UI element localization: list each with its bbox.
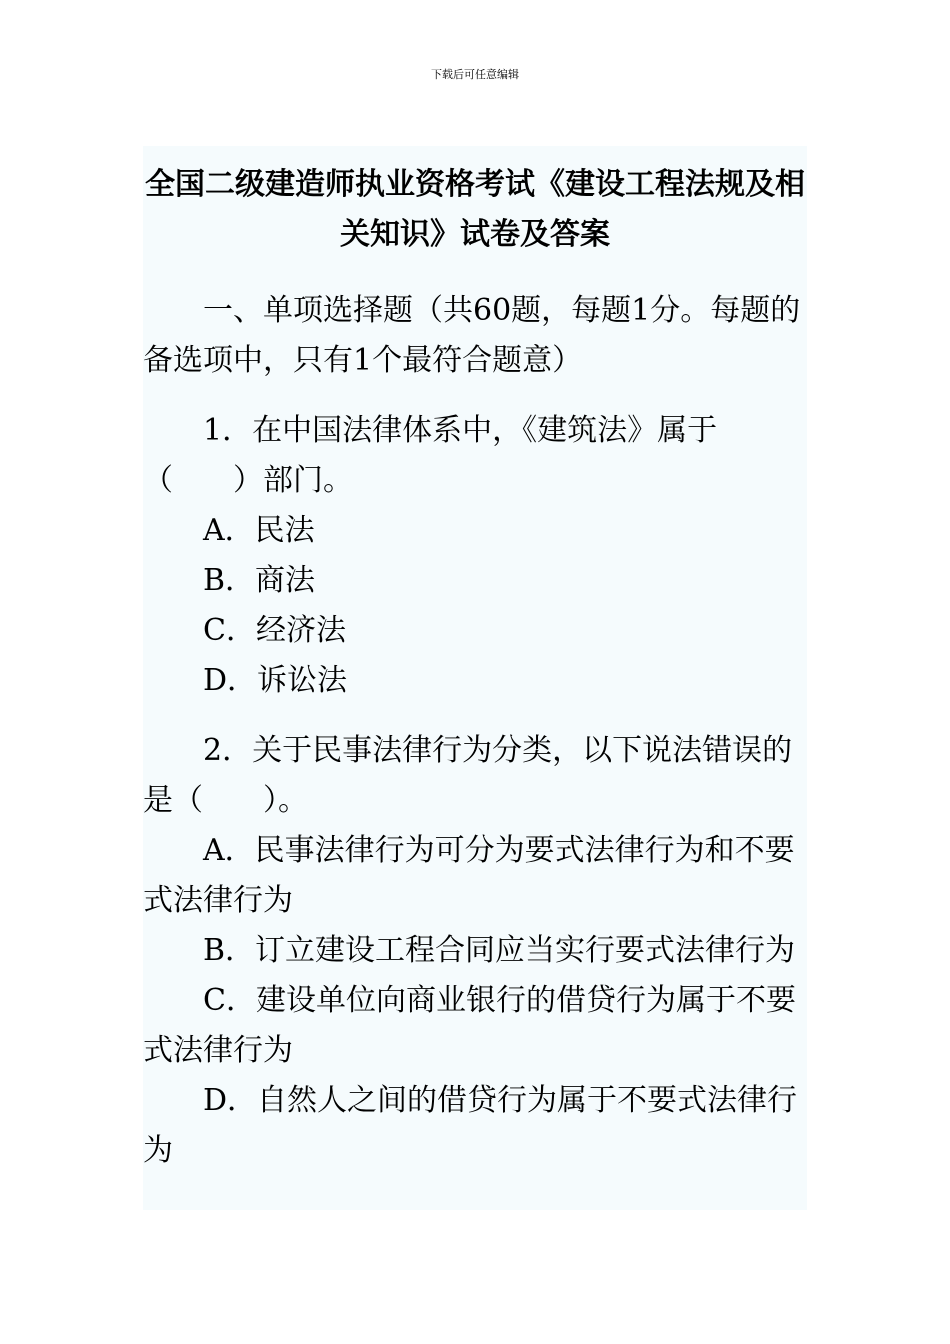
document-body [143, 146, 807, 1210]
option-b: B．订立建设工程合同应当实行要式法律行为 [203, 933, 796, 968]
header-note: 下载后可任意编辑 [431, 68, 519, 81]
question-2 [143, 726, 807, 1176]
option-b: B．商法 [203, 563, 316, 598]
option-d: D．诉讼法 [203, 663, 348, 698]
option-c: C．经济法 [203, 613, 346, 648]
option-a: A．民事法律行为可分为要式法律行为和不要式法律行为 [143, 833, 795, 918]
question-1 [143, 406, 807, 706]
option-d: D．自然人之间的借贷行为属于不要式法律行为 [143, 1083, 798, 1168]
option-a: A．民法 [203, 513, 315, 548]
question-stem: 1．在中国法律体系中，《建筑法》属于（ ）部门。 [143, 413, 718, 498]
question-stem: 2．关于民事法律行为分类，以下说法错误的是（ ）。 [143, 733, 793, 818]
section-heading: 一、单项选择题（共60题，每题1分。每题的备选项中，只有1个最符合题意） [143, 293, 801, 378]
document-title: 全国二级建造师执业资格考试《建设工程法规及相关知识》试卷及答案 [145, 167, 805, 252]
option-c: C．建设单位向商业银行的借贷行为属于不要式法律行为 [143, 983, 796, 1068]
